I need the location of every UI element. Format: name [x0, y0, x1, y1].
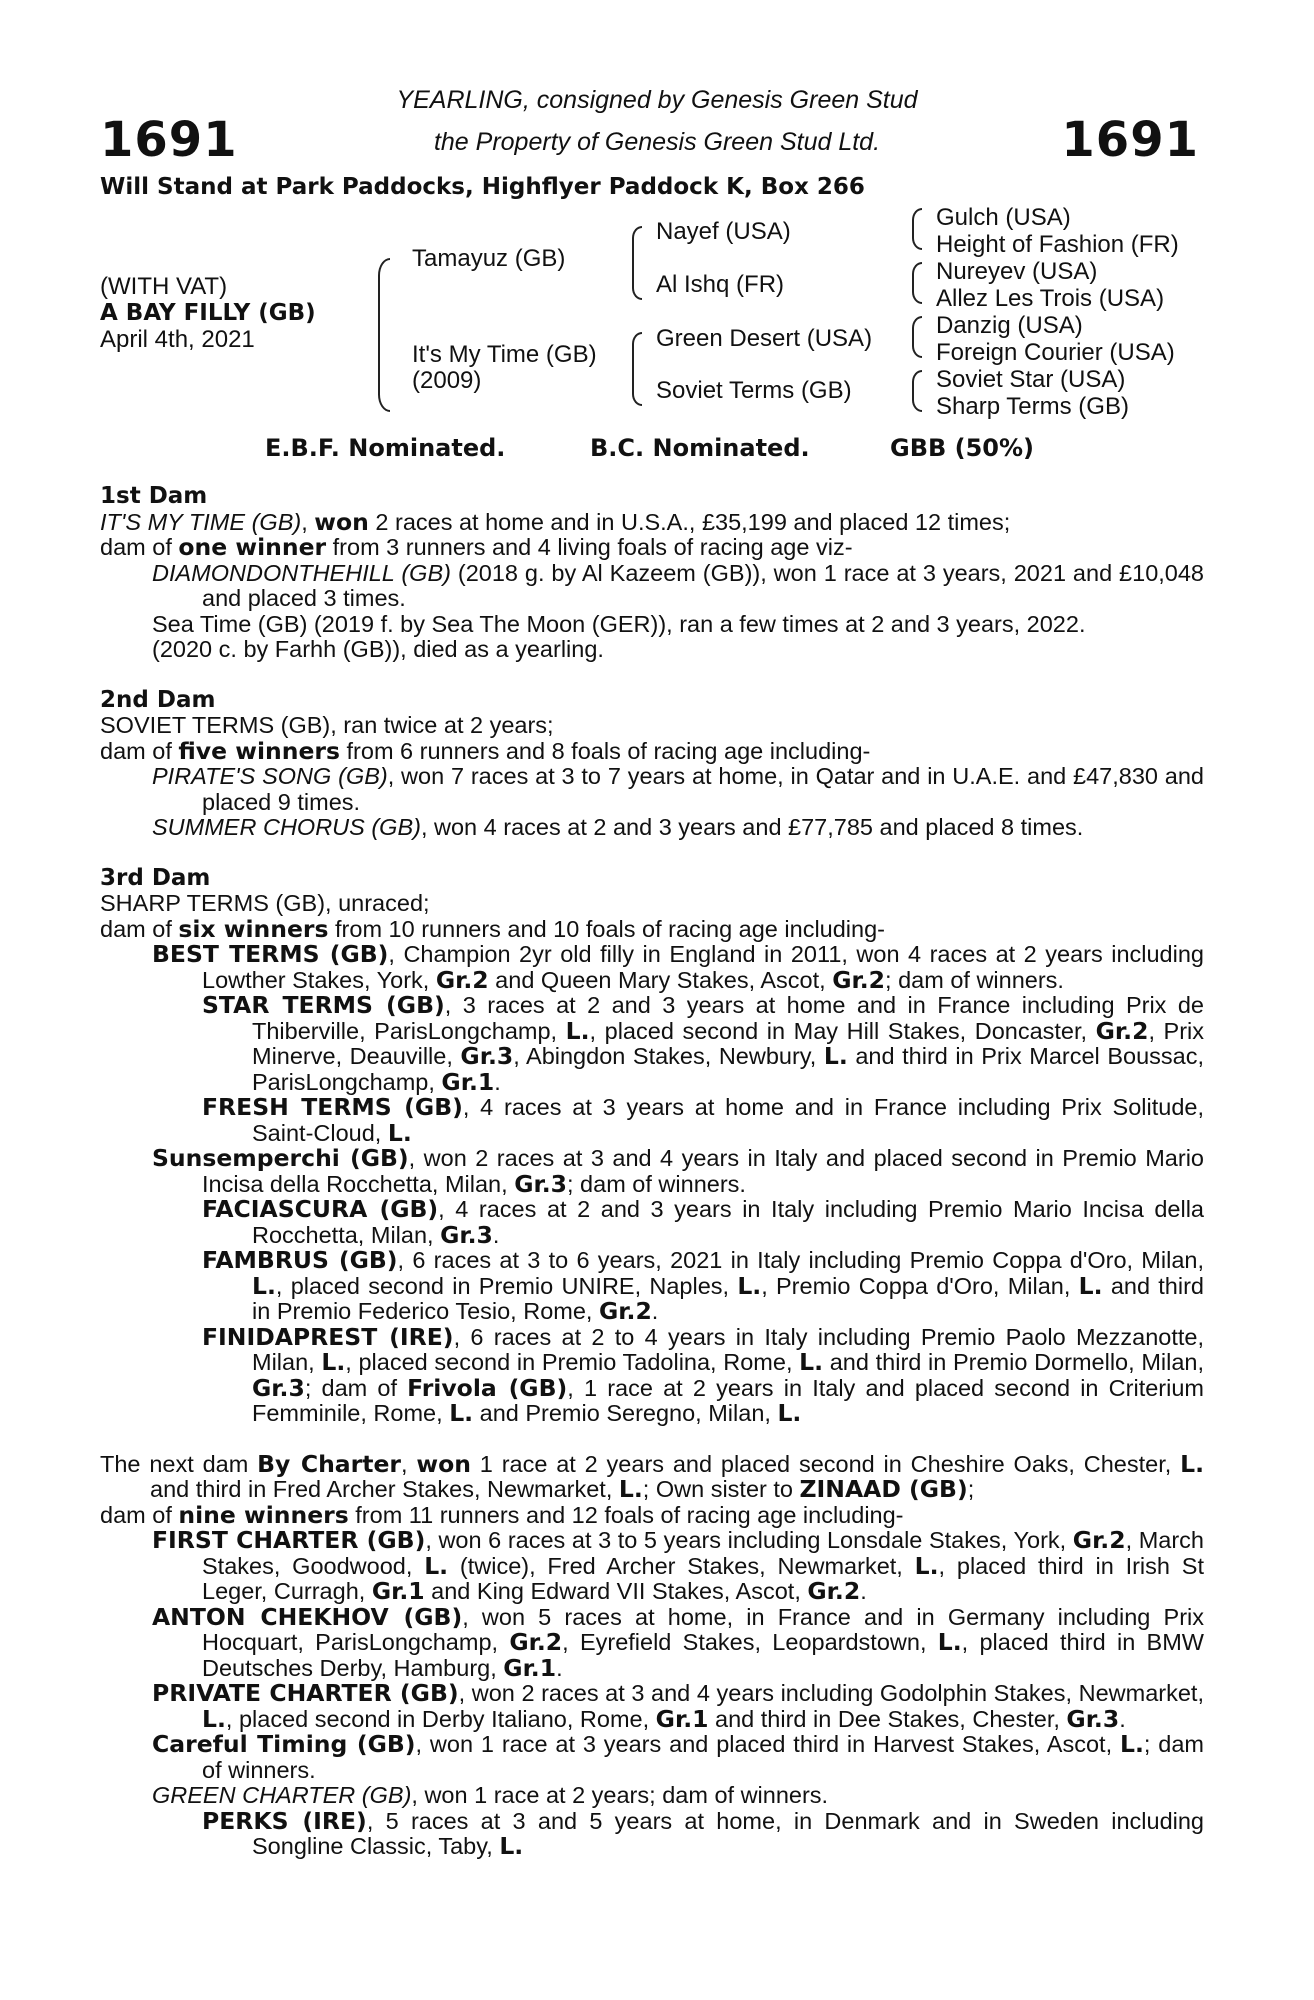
progeny-entry: DIAMONDONTHEHILL (GB) (2018 g. by Al Kazeem (GB)), won 1 race at 3 years, 2021 and £10,048 and placed 3 times.	[152, 559, 1204, 611]
gs-5: Danzig (USA)	[936, 312, 1083, 339]
progeny-entry: (2020 c. by Farhh (GB)), died as a yearling.	[152, 636, 604, 662]
progeny-entry: PIRATE'S SONG (GB), won 7 races at 3 to 7 years at home, in Qatar and in U.A.E. and £47,830 and placed 9 times.	[152, 763, 1204, 815]
brace-g3-2	[912, 262, 922, 304]
progeny-entry: ANTON CHEKHOV (GB), won 5 races at home, in France and in Germany including Prix Hocquart, ParisLongchamp, Gr.2, Eyrefield Stakes, Leopardstown, L., placed third in BMW Deutsches Derby, Hamburg, Gr.1.	[152, 1602, 1205, 1682]
section-heading: 1st Dam	[100, 483, 208, 509]
sire-brace	[632, 226, 642, 300]
stand-location: Will Stand at Park Paddocks, Highflyer Paddock K, Box 266	[100, 174, 865, 200]
dam2-produce-summary: dam of five winners from 6 runners and 8 foals of racing age including-	[100, 736, 871, 765]
progeny-entry: SUMMER CHORUS (GB), won 4 races at 2 and 3 years and £77,785 and placed 8 times.	[152, 814, 1084, 840]
gs-4: Allez Les Trois (USA)	[936, 285, 1165, 312]
sire-sire: Nayef (USA)	[656, 218, 791, 245]
dam-brace	[632, 332, 642, 406]
sire-dam: Al Ishq (FR)	[656, 271, 785, 298]
consignment-line: YEARLING, consigned by Genesis Green Stud	[396, 86, 918, 114]
progeny-entry: Sunsemperchi (GB), won 2 races at 3 and 4 years in Italy and placed second in Premio Mario Incisa della Rocchetta, Milan, Gr.3; dam of winners.	[152, 1144, 1204, 1198]
gs-1: Gulch (USA)	[936, 204, 1071, 231]
dam-sire: Green Desert (USA)	[656, 325, 873, 352]
progeny-entry: PRIVATE CHARTER (GB), won 2 races at 3 and 4 years including Godolphin Stakes, Newmarket, L., placed second in Derby Italiano, Rome, Gr.1 and third in Dee Stakes, Chester, Gr.3.	[152, 1679, 1204, 1733]
foaling-date: April 4th, 2021	[100, 326, 255, 353]
next-dam-produce-summary: dam of nine winners from 11 runners and 12 foals of racing age including-	[100, 1500, 904, 1529]
progeny-entry: FINIDAPREST (IRE), 6 races at 2 to 4 years in Italy including Premio Paolo Mezzanotte, Milan, L., placed second in Premio Tadolina, Rome, L. and third in Premio Dormello, Milan, Gr.3; dam of Frivola (GB), 1 race at 2 years in Italy and placed second in Criterium Femminile, Rome, L. and Premio Seregno, Milan, L.	[202, 1322, 1205, 1427]
progeny-entry: FIRST CHARTER (GB), won 6 races at 3 to 5 years including Lonsdale Stakes, York, Gr.2, March Stakes, Goodwood, L. (twice), Fred Archer Stakes, Newmarket, L., placed third in Irish St Leger, Curragh, Gr.1 and King Edward VII Stakes, Ascot, Gr.2.	[152, 1526, 1205, 1605]
gs-2: Height of Fashion (FR)	[936, 231, 1179, 258]
progeny-entry: FRESH TERMS (GB), 4 races at 3 years at home and in France including Prix Solitude, Saint-Cloud, L.	[202, 1093, 1205, 1147]
gbb-rating: GBB (50%)	[890, 434, 1035, 462]
ebf-nomination: E.B.F. Nominated.	[265, 434, 506, 462]
lot-number-right: 1691	[1061, 112, 1199, 168]
gs-6: Foreign Courier (USA)	[936, 339, 1175, 366]
progeny-entry: FACIASCURA (GB), 4 races at 2 and 3 years in Italy including Premio Mario Incisa della Rocchetta, Milan, Gr.3.	[202, 1195, 1204, 1249]
progeny-entry: Sea Time (GB) (2019 f. by Sea The Moon (GER)), ran a few times at 2 and 3 years, 2022.	[152, 610, 1086, 637]
gs-8: Sharp Terms (GB)	[936, 393, 1129, 420]
lot-number-left: 1691	[100, 112, 238, 168]
dam1-line: IT'S MY TIME (GB), won 2 races at home and in U.S.A., £35,199 and placed 12 times;	[100, 507, 1011, 536]
gs-7: Soviet Star (USA)	[936, 366, 1126, 393]
dam3-produce-summary: dam of six winners from 10 runners and 10 foals of racing age including-	[100, 914, 885, 943]
dam2-line: SOVIET TERMS (GB), ran twice at 2 years;	[100, 712, 554, 738]
dam3-line: SHARP TERMS (GB), unraced;	[100, 890, 430, 916]
catalogue-body	[100, 484, 1204, 1860]
progeny-entry: FAMBRUS (GB), 6 races at 3 to 6 years, 2021 in Italy including Premio Coppa d'Oro, Milan, L., placed second in Premio UNIRE, Naples, L., Premio Coppa d'Oro, Milan, L. and third in Premio Federico Tesio, Rome, Gr.2.	[202, 1246, 1204, 1325]
progeny-entry: Careful Timing (GB), won 1 race at 3 years and placed third in Harvest Stakes, Ascot, L.; dam of winners.	[152, 1730, 1204, 1783]
horse-name: A BAY FILLY (GB)	[100, 300, 316, 326]
dam-dam: Soviet Terms (GB)	[656, 377, 852, 404]
brace-g3-1	[912, 208, 922, 250]
property-line: the Property of Genesis Green Stud Ltd.	[433, 128, 881, 156]
pedigree-brace	[378, 258, 390, 412]
section-heading: 2nd Dam	[100, 686, 216, 713]
section-heading: 3rd Dam	[100, 864, 211, 891]
progeny-entry: STAR TERMS (GB), 3 races at 2 and 3 years at home and in France including Prix de Thiberville, ParisLongchamp, L., placed second in May Hill Stakes, Doncaster, Gr.2, Prix Minerve, Deauville, Gr.3, Abingdon Stakes, Newbury, L. and third in Prix Marcel Boussac, ParisLongchamp, Gr.1.	[202, 991, 1204, 1096]
dam1-produce-summary: dam of one winner from 3 runners and 4 living foals of racing age viz-	[100, 533, 853, 561]
dam: It's My Time (GB)	[412, 341, 597, 368]
vat-note: (WITH VAT)	[100, 273, 228, 300]
progeny-entry: BEST TERMS (GB), Champion 2yr old filly in England in 2011, won 4 races at 2 years including Lowther Stakes, York, Gr.2 and Queen Mary Stakes, Ascot, Gr.2; dam of winners.	[152, 940, 1204, 994]
next-dam-line: The next dam By Charter, won 1 race at 2 years and placed second in Cheshire Oaks, Chester, L. and third in Fred Archer Stakes, Newmarket, L.; Own sister to ZINAAD (GB);	[100, 1449, 1204, 1503]
progeny-entry: GREEN CHARTER (GB), won 1 race at 2 years; dam of winners.	[152, 1782, 829, 1808]
brace-g3-4	[912, 370, 922, 412]
brace-g3-3	[912, 316, 922, 358]
progeny-entry: PERKS (IRE), 5 races at 3 and 5 years at home, in Denmark and in Sweden including Songline Classic, Taby, L.	[202, 1806, 1204, 1860]
bc-nomination: B.C. Nominated.	[590, 434, 810, 462]
gs-3: Nureyev (USA)	[936, 258, 1098, 285]
dam-year: (2009)	[412, 367, 482, 394]
sire: Tamayuz (GB)	[412, 245, 566, 272]
